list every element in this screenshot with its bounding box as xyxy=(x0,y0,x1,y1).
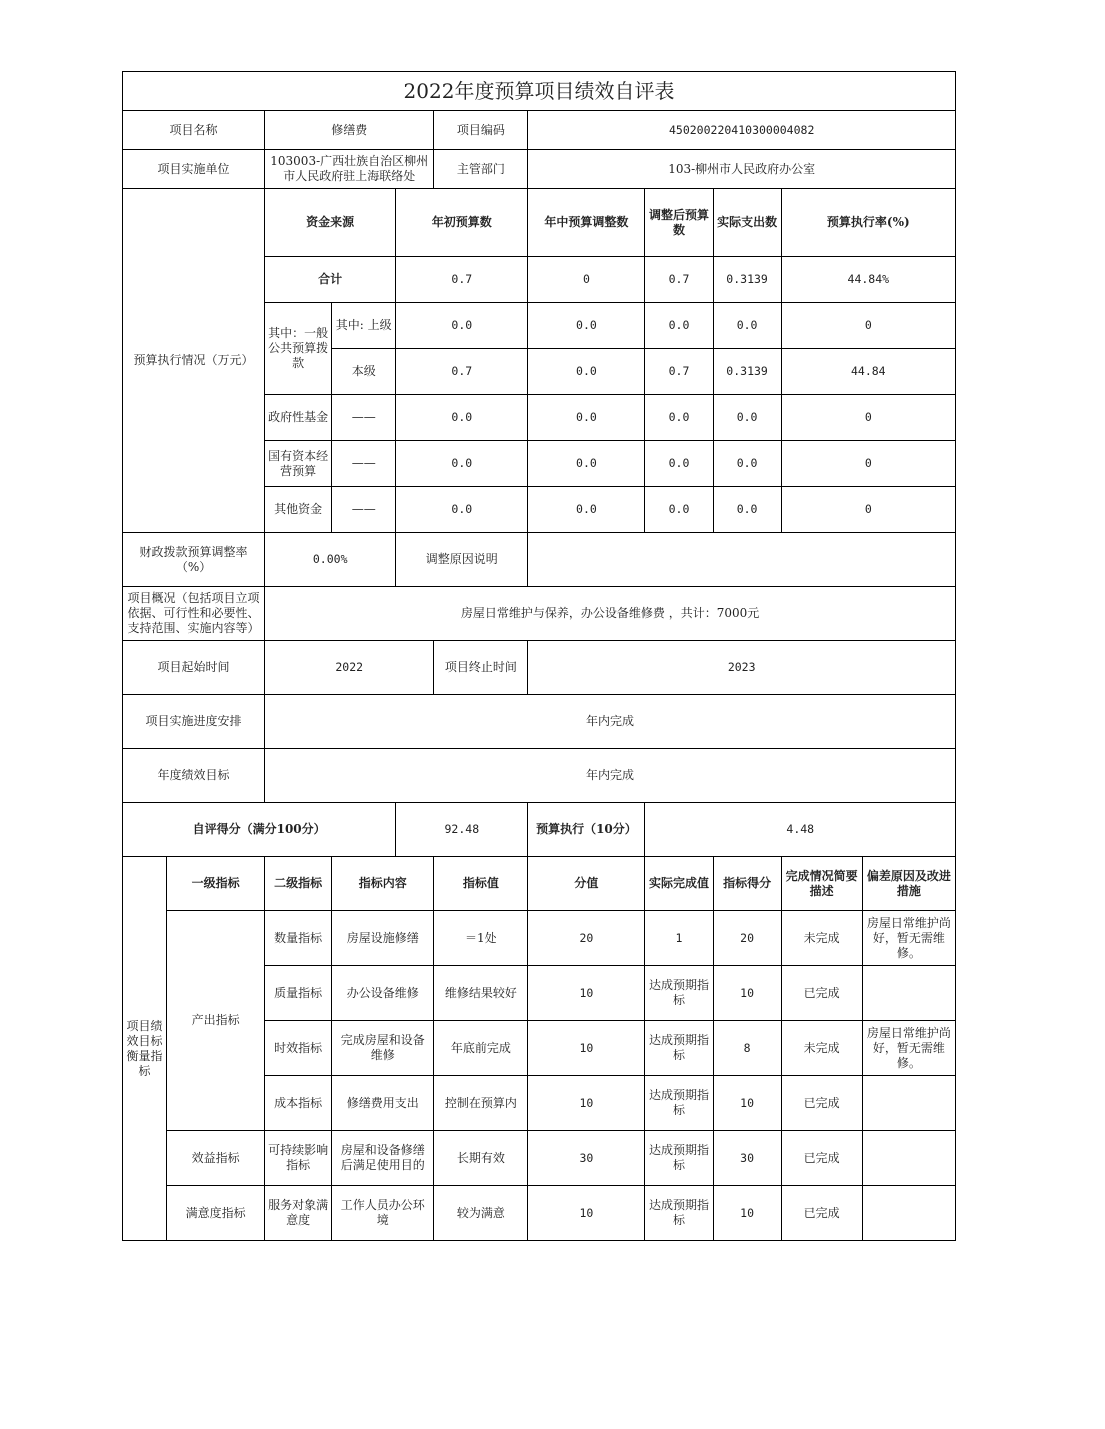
local-adjust: 0.0 xyxy=(528,349,645,395)
upper-label: 其中: 上级 xyxy=(332,303,396,349)
upper-adjust: 0.0 xyxy=(528,303,645,349)
row-score: 10 xyxy=(713,1076,781,1131)
row-target: 长期有效 xyxy=(434,1131,528,1186)
project-name-label: 项目名称 xyxy=(123,111,265,150)
header-adjust: 年中预算调整数 xyxy=(528,189,645,257)
row-weight: 20 xyxy=(528,911,645,966)
row-content: 办公设备维修 xyxy=(332,966,434,1021)
adjust-reason-label: 调整原因说明 xyxy=(396,533,528,587)
adjust-rate-value: 0.00% xyxy=(265,533,396,587)
other-fund-dash: —— xyxy=(332,487,396,533)
row-level2: 可持续影响指标 xyxy=(265,1131,332,1186)
general-budget-label: 其中：一般公共预算拨款 xyxy=(265,303,332,395)
project-code-label: 项目编码 xyxy=(434,111,528,150)
row-content: 完成房屋和设备维修 xyxy=(332,1021,434,1076)
total-adjust: 0 xyxy=(528,257,645,303)
row-actual: 达成预期指标 xyxy=(645,966,713,1021)
dept-label: 主管部门 xyxy=(434,150,528,189)
row-target: 年底前完成 xyxy=(434,1021,528,1076)
gov-fund-dash: —— xyxy=(332,395,396,441)
header-target: 指标值 xyxy=(434,857,528,911)
row-level2: 成本指标 xyxy=(265,1076,332,1131)
indicator-section-label: 项目绩效目标衡量指标 xyxy=(123,857,167,1241)
schedule-value: 年内完成 xyxy=(265,695,956,749)
row-weight: 10 xyxy=(528,1076,645,1131)
row-weight: 30 xyxy=(528,1131,645,1186)
total-label: 合计 xyxy=(265,257,396,303)
row-score: 8 xyxy=(713,1021,781,1076)
row-score: 10 xyxy=(713,1186,781,1241)
row-target: 较为满意 xyxy=(434,1186,528,1241)
local-actual: 0.3139 xyxy=(713,349,781,395)
row-level2: 服务对象满意度 xyxy=(265,1186,332,1241)
state-capital-actual: 0.0 xyxy=(713,441,781,487)
row-reason xyxy=(862,1076,955,1131)
row-status: 未完成 xyxy=(781,1021,862,1076)
row-actual: 达成预期指标 xyxy=(645,1076,713,1131)
header-rate: 预算执行率(%) xyxy=(781,189,955,257)
header-reason: 偏差原因及改进措施 xyxy=(862,857,955,911)
row-content: 房屋设施修缮 xyxy=(332,911,434,966)
row-status: 未完成 xyxy=(781,911,862,966)
header-adjusted: 调整后预算数 xyxy=(645,189,713,257)
gov-fund-label: 政府性基金 xyxy=(265,395,332,441)
gov-fund-rate: 0 xyxy=(781,395,955,441)
self-score-label: 自评得分（满分100分） xyxy=(123,803,396,857)
upper-adjusted: 0.0 xyxy=(645,303,713,349)
state-capital-label: 国有资本经营预算 xyxy=(265,441,332,487)
row-reason xyxy=(862,1186,955,1241)
row-actual: 达成预期指标 xyxy=(645,1021,713,1076)
row-actual: 达成预期指标 xyxy=(645,1131,713,1186)
output-indicator-label: 产出指标 xyxy=(167,911,265,1131)
total-initial: 0.7 xyxy=(396,257,528,303)
total-adjusted: 0.7 xyxy=(645,257,713,303)
start-label: 项目起始时间 xyxy=(123,641,265,695)
state-capital-initial: 0.0 xyxy=(396,441,528,487)
header-actual: 实际支出数 xyxy=(713,189,781,257)
header-source: 资金来源 xyxy=(265,189,396,257)
row-score: 10 xyxy=(713,966,781,1021)
end-label: 项目终止时间 xyxy=(434,641,528,695)
end-value: 2023 xyxy=(528,641,956,695)
adjust-reason xyxy=(528,533,956,587)
performance-table xyxy=(122,71,956,1241)
other-fund-rate: 0 xyxy=(781,487,955,533)
header-content: 指标内容 xyxy=(332,857,434,911)
header-level2: 二级指标 xyxy=(265,857,332,911)
row-level2: 时效指标 xyxy=(265,1021,332,1076)
budget-section-label: 预算执行情况（万元） xyxy=(123,189,265,533)
header-actual-value: 实际完成值 xyxy=(645,857,713,911)
local-initial: 0.7 xyxy=(396,349,528,395)
overview-value: 房屋日常维护与保养，办公设备维修费 ，共计：7000元 xyxy=(265,587,956,641)
row-status: 已完成 xyxy=(781,1076,862,1131)
row-score: 20 xyxy=(713,911,781,966)
other-fund-label: 其他资金 xyxy=(265,487,332,533)
adjust-rate-label: 财政拨款预算调整率（%） xyxy=(123,533,265,587)
row-level2: 质量指标 xyxy=(265,966,332,1021)
other-fund-actual: 0.0 xyxy=(713,487,781,533)
overview-label xyxy=(123,587,265,641)
local-adjusted: 0.7 xyxy=(645,349,713,395)
row-target: 控制在预算内 xyxy=(434,1076,528,1131)
row-reason: 房屋日常维护尚好，暂无需维修。 xyxy=(862,911,955,966)
other-fund-initial: 0.0 xyxy=(396,487,528,533)
state-capital-adjust: 0.0 xyxy=(528,441,645,487)
dept: 103-柳州市人民政府办公室 xyxy=(528,150,956,189)
upper-initial: 0.0 xyxy=(396,303,528,349)
row-target: ＝1处 xyxy=(434,911,528,966)
row-status: 已完成 xyxy=(781,966,862,1021)
row-weight: 10 xyxy=(528,1021,645,1076)
row-content: 工作人员办公环境 xyxy=(332,1186,434,1241)
gov-fund-adjusted: 0.0 xyxy=(645,395,713,441)
exec-score-value: 4.48 xyxy=(645,803,956,857)
goal-value: 年内完成 xyxy=(265,749,956,803)
row-content: 房屋和设备修缮后满足使用目的 xyxy=(332,1131,434,1186)
gov-fund-initial: 0.0 xyxy=(396,395,528,441)
table-row xyxy=(123,1131,956,1186)
project-code: 450200220410300004082 xyxy=(528,111,956,150)
exec-score-label: 预算执行（10分） xyxy=(528,803,645,857)
row-actual: 达成预期指标 xyxy=(645,1186,713,1241)
gov-fund-actual: 0.0 xyxy=(713,395,781,441)
overview-label-text: 项目概况（包括项目立项依据、可行性和必要性、支持范围、实施内容等） xyxy=(127,591,260,635)
row-status: 已完成 xyxy=(781,1186,862,1241)
local-label: 本级 xyxy=(332,349,396,395)
row-target: 维修结果较好 xyxy=(434,966,528,1021)
row-weight: 10 xyxy=(528,1186,645,1241)
row-reason xyxy=(862,1131,955,1186)
upper-actual: 0.0 xyxy=(713,303,781,349)
start-value: 2022 xyxy=(265,641,434,695)
header-level1: 一级指标 xyxy=(167,857,265,911)
schedule-label: 项目实施进度安排 xyxy=(123,695,265,749)
header-status: 完成情况简要描述 xyxy=(781,857,862,911)
page-title: 2022年度预算项目绩效自评表 xyxy=(123,72,956,111)
row-actual: 1 xyxy=(645,911,713,966)
state-capital-adjusted: 0.0 xyxy=(645,441,713,487)
self-score-value: 92.48 xyxy=(396,803,528,857)
table-row xyxy=(123,1186,956,1241)
goal-label: 年度绩效目标 xyxy=(123,749,265,803)
row-reason: 房屋日常维护尚好，暂无需维修。 xyxy=(862,1021,955,1076)
row-score: 30 xyxy=(713,1131,781,1186)
gov-fund-adjust: 0.0 xyxy=(528,395,645,441)
total-rate: 44.84% xyxy=(781,257,955,303)
satisfaction-indicator-label: 满意度指标 xyxy=(167,1186,265,1241)
impl-unit-label: 项目实施单位 xyxy=(123,150,265,189)
other-fund-adjust: 0.0 xyxy=(528,487,645,533)
other-fund-adjusted: 0.0 xyxy=(645,487,713,533)
row-content: 修缮费用支出 xyxy=(332,1076,434,1131)
project-name: 修缮费 xyxy=(265,111,434,150)
row-weight: 10 xyxy=(528,966,645,1021)
local-rate: 44.84 xyxy=(781,349,955,395)
row-level2: 数量指标 xyxy=(265,911,332,966)
header-weight: 分值 xyxy=(528,857,645,911)
upper-rate: 0 xyxy=(781,303,955,349)
header-initial: 年初预算数 xyxy=(396,189,528,257)
table-row xyxy=(123,911,956,966)
row-status: 已完成 xyxy=(781,1131,862,1186)
header-score: 指标得分 xyxy=(713,857,781,911)
total-actual: 0.3139 xyxy=(713,257,781,303)
row-reason xyxy=(862,966,955,1021)
state-capital-dash: —— xyxy=(332,441,396,487)
impl-unit: 103003-广西壮族自治区柳州市人民政府驻上海联络处 xyxy=(265,150,434,189)
benefit-indicator-label: 效益指标 xyxy=(167,1131,265,1186)
state-capital-rate: 0 xyxy=(781,441,955,487)
